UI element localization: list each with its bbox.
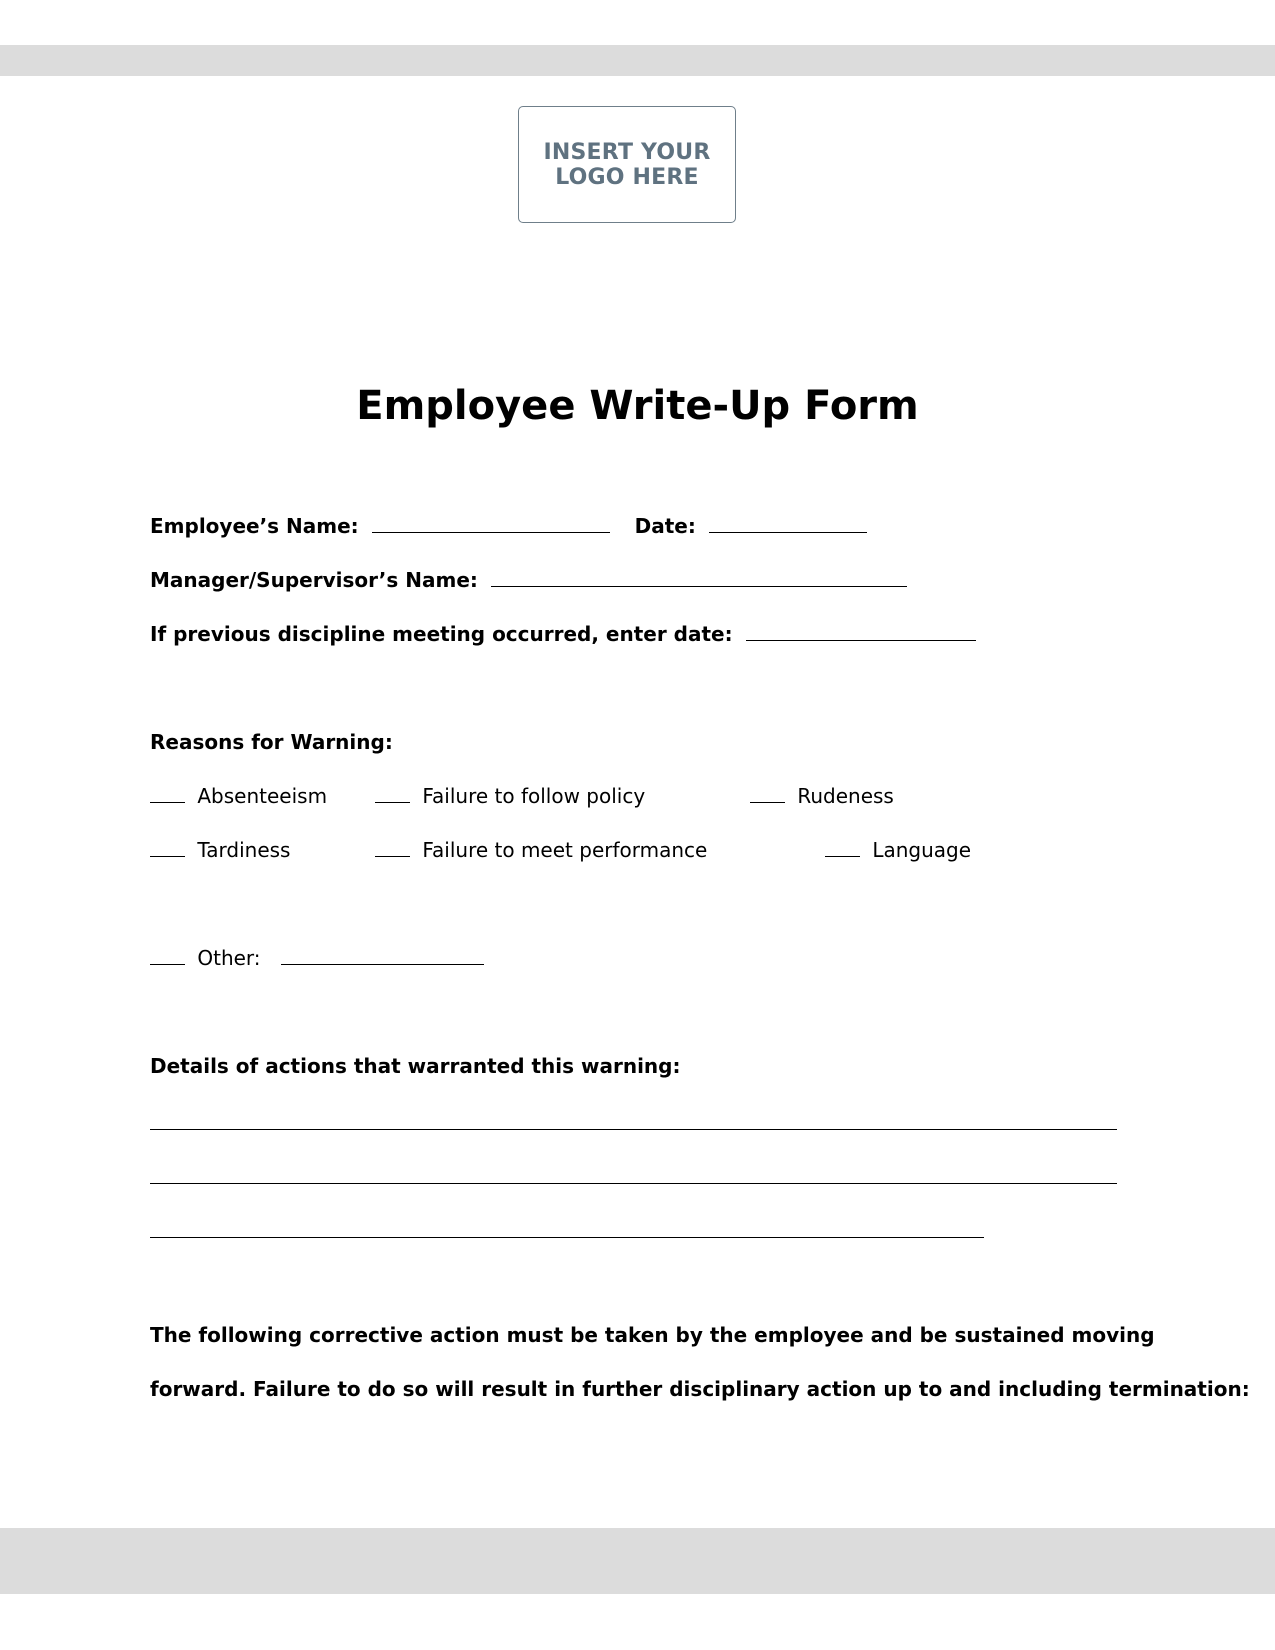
previous-meeting-row	[150, 621, 976, 647]
corrective-action-text-1: The following corrective action must be taken by the employee and be sustained moving	[150, 1323, 1155, 1347]
previous-meeting-label: If previous discipline meeting occurred, enter date:	[150, 622, 733, 646]
reason-label: Absenteeism	[197, 784, 328, 808]
reasons-heading: Reasons for Warning:	[150, 730, 393, 754]
reason-absenteeism	[150, 783, 327, 809]
reason-check-blank[interactable]	[825, 837, 860, 857]
other-reason-field[interactable]	[281, 945, 484, 965]
top-page-gap	[0, 45, 1275, 76]
previous-meeting-date-field[interactable]	[746, 621, 976, 641]
reason-tardiness	[150, 837, 290, 863]
logo-text-line-1: INSERT YOUR	[543, 139, 711, 165]
date-label: Date:	[634, 514, 696, 538]
reason-check-blank[interactable]	[375, 837, 410, 857]
manager-name-row	[150, 567, 907, 593]
reason-check-blank[interactable]	[150, 945, 185, 965]
reason-check-blank[interactable]	[150, 837, 185, 857]
date-field[interactable]	[709, 513, 867, 533]
reason-label: Tardiness	[197, 838, 291, 862]
page-title: Employee Write-Up Form	[356, 383, 919, 429]
manager-name-label: Manager/Supervisor’s Name:	[150, 568, 478, 592]
reason-failure-meet-performance	[375, 837, 707, 863]
reason-rudeness	[750, 783, 894, 809]
reason-check-blank[interactable]	[375, 783, 410, 803]
reason-language	[825, 837, 971, 863]
details-line-3[interactable]	[150, 1237, 984, 1238]
bottom-page-gap	[0, 1528, 1275, 1594]
details-heading: Details of actions that warranted this warning:	[150, 1054, 681, 1078]
reason-label: Language	[872, 838, 972, 862]
logo-text-line-2: LOGO HERE	[555, 164, 699, 190]
corrective-action-text-2: forward. Failure to do so will result in further disciplinary action up to and including termination:	[150, 1377, 1250, 1401]
employee-name-field[interactable]	[372, 513, 610, 533]
other-label: Other:	[197, 946, 261, 970]
details-line-1[interactable]	[150, 1129, 1117, 1130]
reason-check-blank[interactable]	[750, 783, 785, 803]
reason-label: Failure to meet performance	[422, 838, 708, 862]
logo-placeholder	[518, 106, 736, 223]
reason-failure-follow-policy	[375, 783, 645, 809]
reason-label: Rudeness	[797, 784, 894, 808]
reason-label: Failure to follow policy	[422, 784, 646, 808]
reason-check-blank[interactable]	[150, 783, 185, 803]
manager-name-field[interactable]	[491, 567, 907, 587]
reason-other	[150, 945, 484, 971]
details-line-2[interactable]	[150, 1183, 1117, 1184]
employee-name-row	[150, 513, 867, 539]
employee-name-label: Employee’s Name:	[150, 514, 359, 538]
